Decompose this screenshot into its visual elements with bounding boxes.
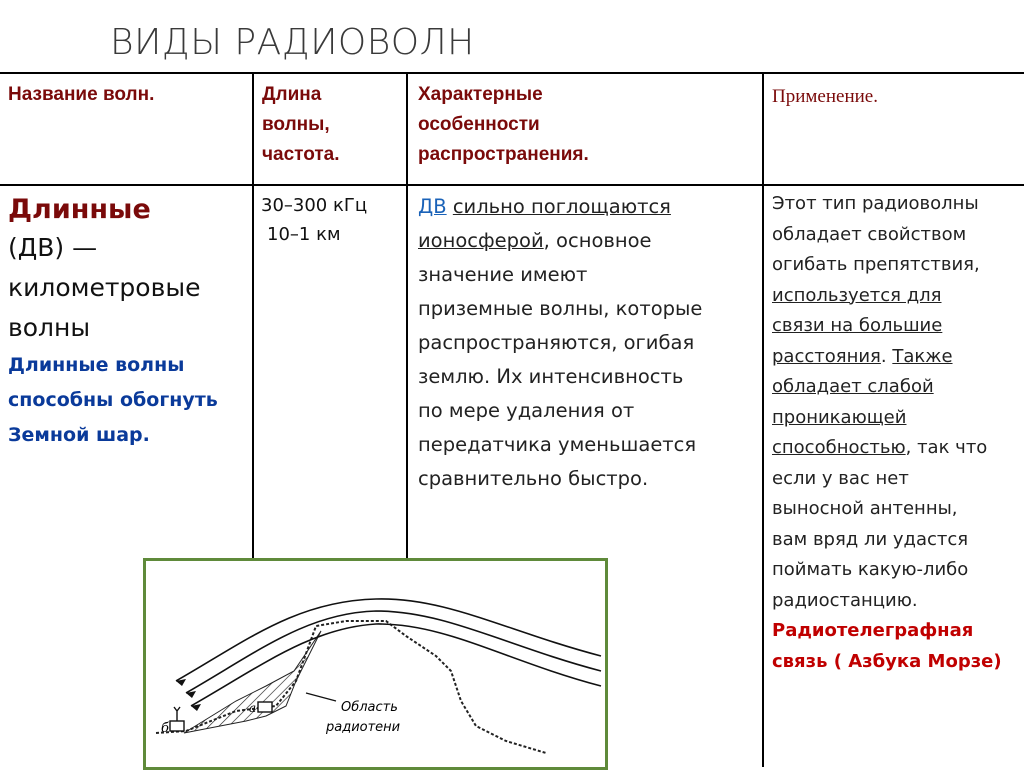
text-segment: огибать препятствия, <box>772 254 980 275</box>
wave-name-cell <box>8 192 218 453</box>
column-divider-2 <box>406 72 408 559</box>
wavelength-range: 10–1 км <box>267 224 341 245</box>
text-line <box>772 494 1002 525</box>
text-segment: вам вряд ли удастся <box>772 528 969 550</box>
text-line <box>418 360 702 394</box>
text-segment: поймать какую-либо <box>772 559 969 580</box>
text-line <box>772 342 1002 373</box>
radio-shadow-figure <box>143 558 608 770</box>
column-divider-1 <box>252 72 254 559</box>
morse-highlight: связь ( Азбука Морзе) <box>772 650 1002 672</box>
header-wavelength <box>262 80 340 170</box>
label-a: а <box>249 701 257 715</box>
dv-link[interactable]: ДВ <box>418 195 447 218</box>
antenna-icon <box>174 707 180 721</box>
transmitter-b <box>170 721 184 731</box>
header-propagation <box>418 80 589 170</box>
header-text: распространения. <box>418 144 589 165</box>
header-divider <box>0 184 1024 186</box>
wave-note-line: Земной шар. <box>8 424 150 446</box>
text-segment: передатчика уменьшается <box>418 433 697 456</box>
shadow-caption: радиотени <box>326 720 401 735</box>
header-text: особенности <box>418 114 540 135</box>
text-segment: сравнительно быстро. <box>418 467 649 490</box>
text-segment: Также <box>892 345 953 367</box>
text-segment: используется для <box>772 284 942 306</box>
text-line <box>418 224 702 258</box>
text-segment: выносной антенны, <box>772 498 958 519</box>
text-line <box>418 394 702 428</box>
text-line <box>772 433 1002 464</box>
wave-name-title: Длинные <box>8 194 151 225</box>
arrow-head <box>176 679 201 711</box>
text-line <box>772 220 1002 251</box>
receiver-a <box>258 702 272 712</box>
text-segment: распространяются, огибая <box>418 331 695 354</box>
wave-name-line: волны <box>8 313 91 342</box>
text-line <box>772 555 1002 586</box>
frequency-range: 30–300 кГц <box>261 195 368 216</box>
text-segment: если у вас нет <box>772 467 909 489</box>
header-text: волны, <box>262 114 330 135</box>
text-line <box>418 326 702 360</box>
text-line <box>772 586 1002 617</box>
text-segment: приземные волны, которые <box>418 297 703 320</box>
text-segment: , основное <box>543 229 652 252</box>
application-cell <box>772 189 1002 677</box>
text-line <box>772 464 1002 495</box>
text-line <box>418 292 702 326</box>
text-segment: обладает свойством <box>772 223 967 245</box>
propagation-cell <box>418 190 702 496</box>
text-line <box>418 428 702 462</box>
label-b: б <box>161 721 169 736</box>
wave-line <box>186 611 601 693</box>
wave-diffraction-diagram <box>146 561 605 767</box>
text-line <box>418 190 702 224</box>
text-segment: связи на большие <box>772 315 943 336</box>
text-line <box>772 372 1002 403</box>
text-line <box>772 189 1002 220</box>
text-segment: обладает слабой <box>772 376 934 397</box>
text-segment: проникающей <box>772 406 907 428</box>
text-line <box>418 462 702 496</box>
wave-name-line: километровые <box>8 273 201 302</box>
text-line <box>772 311 1002 342</box>
shadow-caption: Область <box>341 700 398 715</box>
text-segment: способностью <box>772 437 906 458</box>
text-line <box>772 525 1002 556</box>
text-segment: значение имеют <box>418 263 588 286</box>
text-segment: . <box>880 345 893 367</box>
text-line <box>772 281 1002 312</box>
text-segment: расстояния <box>772 345 881 367</box>
text-segment: ионосферой <box>418 229 544 252</box>
header-wave-name <box>8 80 154 110</box>
text-line <box>772 250 1002 281</box>
header-text: Длина <box>262 84 322 105</box>
text-line <box>418 258 702 292</box>
header-text: Применение. <box>772 86 878 107</box>
morse-highlight: Радиотелеграфная <box>772 620 974 641</box>
wave-name-line: (ДВ) — <box>8 233 98 262</box>
text-segment: землю. Их интенсивность <box>418 365 684 388</box>
table-border-top <box>0 72 1024 74</box>
wavelength-cell <box>261 191 367 249</box>
column-divider-3 <box>762 72 764 767</box>
text-segment: , так что <box>905 437 988 458</box>
wave-note-line: способны обогнуть <box>8 389 218 411</box>
wave-note-line: Длинные волны <box>8 354 185 376</box>
text-segment: по мере удаления от <box>418 399 635 422</box>
header-text: частота. <box>262 144 340 165</box>
header-text: Характерные <box>418 84 543 105</box>
text-segment: Этот тип радиоволны <box>772 193 979 214</box>
text-segment: радиостанцию. <box>772 589 918 611</box>
text-line <box>772 403 1002 434</box>
slide-title: ВИДЫ РАДИОВОЛН <box>110 22 475 63</box>
text-segment: сильно поглощаются <box>452 195 671 218</box>
header-application <box>772 82 878 112</box>
header-text: Название волн. <box>8 84 155 105</box>
